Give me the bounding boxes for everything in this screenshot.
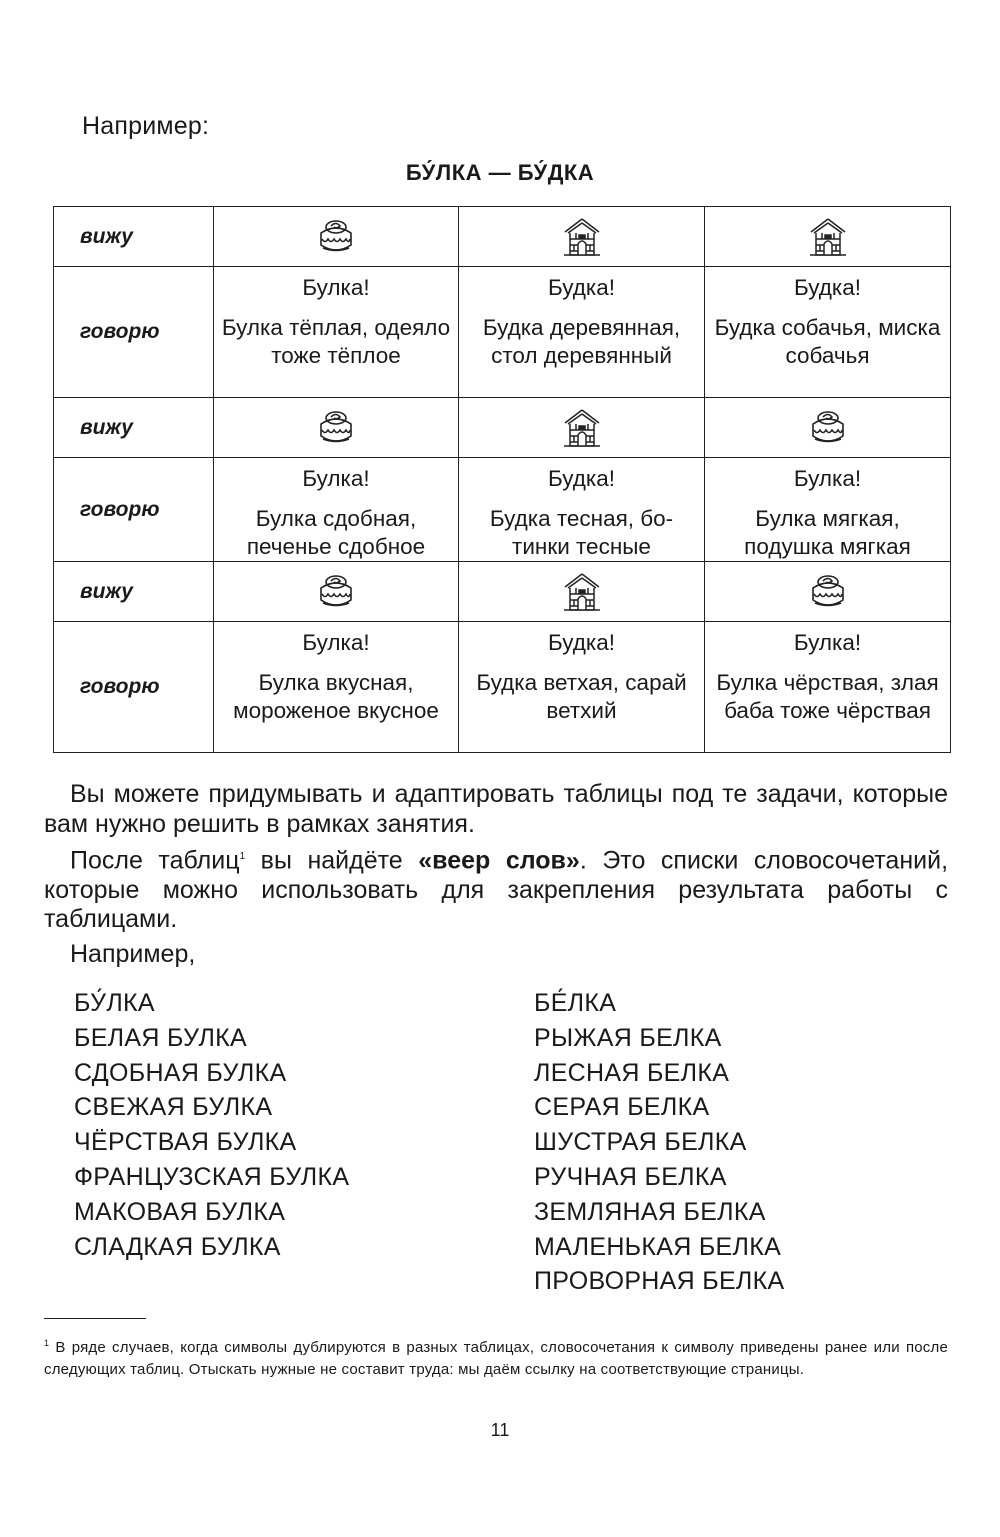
phrase-cell xyxy=(459,458,705,562)
exclaim: Будка! xyxy=(547,630,615,655)
bun-icon xyxy=(806,570,850,614)
exclaim: Булка! xyxy=(793,630,862,655)
paragraph-adapt xyxy=(44,780,948,839)
phrase: Булка мягкая, подушка мягкая xyxy=(744,506,911,559)
bun-icon xyxy=(314,406,358,450)
para2-mid: вы найдёте xyxy=(245,846,419,875)
word-list-bulka xyxy=(74,986,349,1264)
table-row-see-3 xyxy=(54,562,951,622)
doghouse-icon xyxy=(806,215,850,259)
list-item: СЕРАЯ БЕЛКА xyxy=(534,1093,710,1122)
list-item: СДОБНАЯ БУЛКА xyxy=(74,1058,287,1087)
list-item: РУЧНАЯ БЕЛКА xyxy=(534,1162,727,1191)
exclaim: Булка! xyxy=(793,466,862,491)
phrase-cell xyxy=(705,622,951,753)
exclaim: Булка! xyxy=(302,275,370,300)
phrase: Будка ветхая, сарай ветхий xyxy=(476,670,687,723)
para2-after: . Это списки словосочетаний, которые можно использовать для закрепления результата работы с таблицами. xyxy=(44,846,949,934)
exclaim: Булка! xyxy=(302,630,370,655)
footnote xyxy=(44,1332,948,1381)
table-row-say-1 xyxy=(54,267,951,398)
list-item: СВЕЖАЯ БУЛКА xyxy=(74,1093,273,1122)
list-item: СЛАДКАЯ БУЛКА xyxy=(74,1232,281,1261)
picture-cell xyxy=(459,398,705,458)
table-row-see-2 xyxy=(54,398,951,458)
footnote-text: В ряде случаев, когда символы дублируются в разных таблицах, словосочетания к символу приведены ранее или после следующих таблиц. Отыскать нужные не составит труда: мы даём ссылку на соответствующие страницы. xyxy=(44,1339,948,1378)
list-item: РЫЖАЯ БЕЛКА xyxy=(534,1023,722,1052)
bun-icon xyxy=(314,570,358,614)
label-say: говорю xyxy=(54,458,214,562)
picture-cell xyxy=(459,207,705,267)
phrase: Булка сдобная, печенье сдобное xyxy=(246,506,426,559)
picture-cell xyxy=(705,562,951,622)
list-item: ФРАНЦУЗСКАЯ БУЛКА xyxy=(74,1162,350,1191)
phrase-cell xyxy=(459,622,705,753)
list-item: ШУСТРАЯ БЕЛКА xyxy=(534,1128,747,1157)
phrase-cell xyxy=(705,458,951,562)
para2-before: После таблиц xyxy=(70,846,240,875)
list-item: МАЛЕНЬКАЯ БЕЛКА xyxy=(534,1232,782,1261)
label-see: вижу xyxy=(54,562,214,622)
word-table xyxy=(53,206,951,753)
exclaim: Булка! xyxy=(302,466,370,491)
phrase: Булка чёрствая, злая баба тоже чёрствая xyxy=(716,670,939,723)
phrase-cell xyxy=(214,622,459,753)
word-fan-term: «веер слов» xyxy=(418,846,580,875)
phrase-cell xyxy=(459,267,705,398)
paragraph-adapt-text: Вы можете придумывать и адаптировать таблицы под те задачи, которые вам нужно решить в рамках занятия. xyxy=(44,780,948,838)
table-title: БУ́ЛКА — БУ́ДКА xyxy=(405,160,595,185)
list-item: МАКОВАЯ БУЛКА xyxy=(74,1197,286,1226)
exclaim: Будка! xyxy=(547,275,615,300)
list-item: ЗЕМЛЯНАЯ БЕЛКА xyxy=(534,1197,766,1226)
label-say: говорю xyxy=(54,267,214,398)
phrase-cell xyxy=(705,267,951,398)
table-row-say-3 xyxy=(54,622,951,753)
phrase: Будка собачья, миска собачья xyxy=(714,315,941,368)
bun-icon xyxy=(806,406,850,450)
label-see: вижу xyxy=(54,398,214,458)
phrase: Булка вкусная, мороженое вкусное xyxy=(233,670,439,723)
phrase-cell xyxy=(214,458,459,562)
phrase-cell xyxy=(214,267,459,398)
list-item: ПРОВОРНАЯ БЕЛКА xyxy=(534,1267,785,1296)
list-item: ЧЁРСТВАЯ БУЛКА xyxy=(74,1128,297,1157)
picture-cell xyxy=(705,398,951,458)
phrase: Будка тесная, бо-тинки тесные xyxy=(489,506,674,559)
footnote-mark: 1 xyxy=(44,1338,50,1348)
label-say: говорю xyxy=(54,622,214,753)
footnote-ref: 1 xyxy=(239,851,246,862)
table-row-see-1 xyxy=(54,207,951,267)
picture-cell xyxy=(214,562,459,622)
intro-text: Например: xyxy=(82,112,210,140)
footnote-divider xyxy=(44,1318,146,1319)
table-row-say-2 xyxy=(54,458,951,562)
list-item: ЛЕСНАЯ БЕЛКА xyxy=(534,1058,730,1087)
example-label: Например, xyxy=(70,940,196,968)
page-number: 11 xyxy=(490,1420,510,1440)
picture-cell xyxy=(705,207,951,267)
exclaim: Будка! xyxy=(793,275,861,300)
paragraph-word-fan xyxy=(44,842,948,935)
list-item: БУ́ЛКА xyxy=(74,989,155,1017)
phrase: Булка тёплая, одеяло тоже тёплое xyxy=(221,315,451,368)
picture-cell xyxy=(459,562,705,622)
doghouse-icon xyxy=(560,406,604,450)
picture-cell xyxy=(214,398,459,458)
doghouse-icon xyxy=(560,215,604,259)
word-list-belka xyxy=(534,986,784,1299)
label-see: вижу xyxy=(54,207,214,267)
doghouse-icon xyxy=(560,570,604,614)
bun-icon xyxy=(314,215,358,259)
phrase: Будка деревянная, стол деревянный xyxy=(482,315,681,368)
exclaim: Будка! xyxy=(547,466,615,491)
picture-cell xyxy=(214,207,459,267)
list-item: БЕЛАЯ БУЛКА xyxy=(74,1023,247,1052)
list-item: БЕ́ЛКА xyxy=(534,989,617,1017)
